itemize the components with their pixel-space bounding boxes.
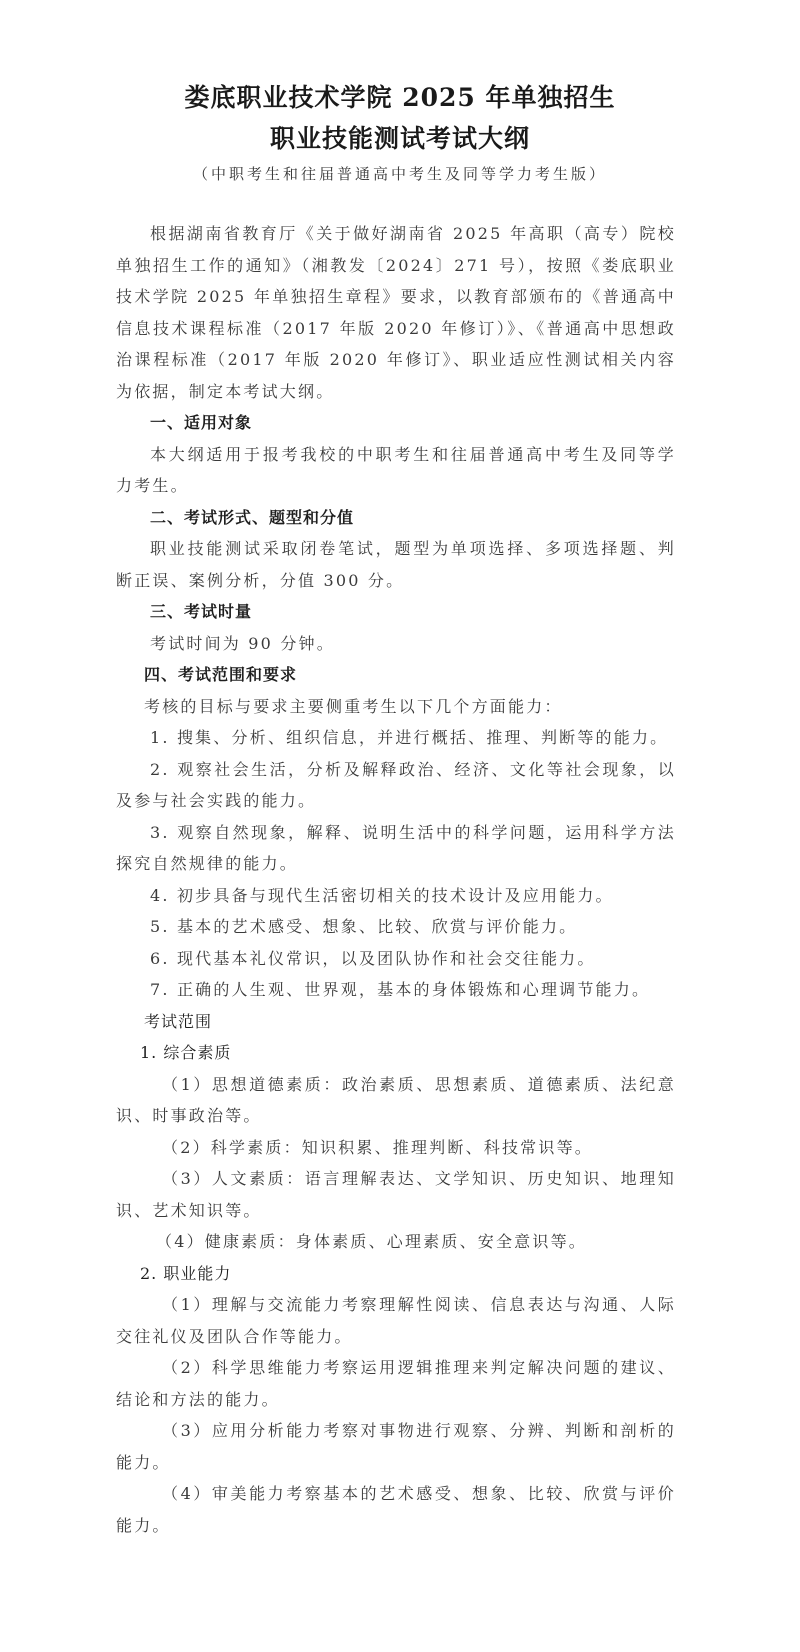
ability-item: 3. 观察自然现象，解释、说明生活中的科学问题，运用科学方法探究自然规律的能力。 [116, 822, 676, 873]
document-body [116, 218, 676, 1541]
scope-item: （1）思想道德素质：政治素质、思想素质、道德素质、法纪意识、时事政治等。 [116, 1074, 676, 1125]
section-heading-format: 二、考试形式、题型和分值 [150, 507, 355, 527]
scope-item: （3）人文素质：语言理解表达、文学知识、历史知识、地理知识、艺术知识等。 [116, 1169, 676, 1220]
ability-item: 7. 正确的人生观、世界观，基本的身体锻炼和心理调节能力。 [150, 980, 651, 999]
section-text-applicable: 本大纲适用于报考我校的中职考生和往届普通高中考生及同等学力考生。 [116, 444, 676, 495]
scope-subheading-vocational: 2. 职业能力 [140, 1263, 232, 1283]
section-text-duration: 考试时间为 90 分钟。 [150, 633, 335, 653]
scope-item: （3）应用分析能力考察对事物进行观察、分辨、判断和剖析的能力。 [116, 1421, 676, 1472]
ability-item: 6. 现代基本礼仪常识，以及团队协作和社会交往能力。 [150, 948, 596, 968]
section-heading-duration: 三、考试时量 [150, 602, 253, 621]
ability-item: 1. 搜集、分析、组织信息，并进行概括、推理、判断等的能力。 [150, 728, 669, 747]
section-text-scope-requirements: 考核的目标与要求主要侧重考生以下几个方面能力： [144, 696, 563, 716]
scope-item: （2）科学思维能力考察运用逻辑推理来判定解决问题的建议、结论和方法的能力。 [116, 1358, 676, 1409]
ability-item: 4. 初步具备与现代生活密切相关的技术设计及应用能力。 [150, 885, 614, 905]
scope-item: （1）理解与交流能力考察理解性阅读、信息表达与沟通、人际交往礼仪及团队合作等能力。 [116, 1295, 676, 1346]
scope-heading: 考试范围 [144, 1011, 213, 1031]
intro-paragraph: 根据湖南省教育厅《关于做好湖南省 2025 年高职（高专）院校单独招生工作的通知》（湘教发〔2024〕271 号），按照《娄底职业技术学院 2025 年单独招生章程》要求，以教育部颁布的《普通高中信息技术课程标准（2017 年版 2020 年修订）》、《普通高中思想政治课程标准（2017 年版 2020 年修订》、职业适应性测试相关内容为依据，制定本考试大纲。 [116, 224, 676, 401]
section-heading-applicable: 一、适用对象 [150, 413, 253, 432]
scope-subheading-comprehensive: 1. 综合素质 [140, 1043, 232, 1062]
ability-item: 5. 基本的艺术感受、想象、比较、欣赏与评价能力。 [150, 917, 578, 936]
document-subtitle: （中职考生和往届普通高中考生及同等学力考生版） [192, 165, 607, 183]
document-title-line-1: 娄底职业技术学院 2025 年单独招生 [184, 83, 616, 112]
scope-item: （2）科学素质：知识积累、推理判断、科技常识等。 [162, 1137, 593, 1157]
document-title-line-2: 职业技能测试考试大纲 [269, 124, 530, 153]
scope-item: （4）健康素质：身体素质、心理素质、安全意识等。 [156, 1232, 587, 1251]
scope-item: （4）审美能力考察基本的艺术感受、想象、比较、欣赏与评价能力。 [116, 1484, 676, 1535]
ability-item: 2. 观察社会生活，分析及解释政治、经济、文化等社会现象，以及参与社会实践的能力。 [116, 759, 676, 810]
section-heading-scope-requirements: 四、考试范围和要求 [144, 665, 298, 684]
section-text-format: 职业技能测试采取闭卷笔试，题型为单项选择、多项选择题、判断正误、案例分析，分值 300 分。 [116, 539, 676, 590]
